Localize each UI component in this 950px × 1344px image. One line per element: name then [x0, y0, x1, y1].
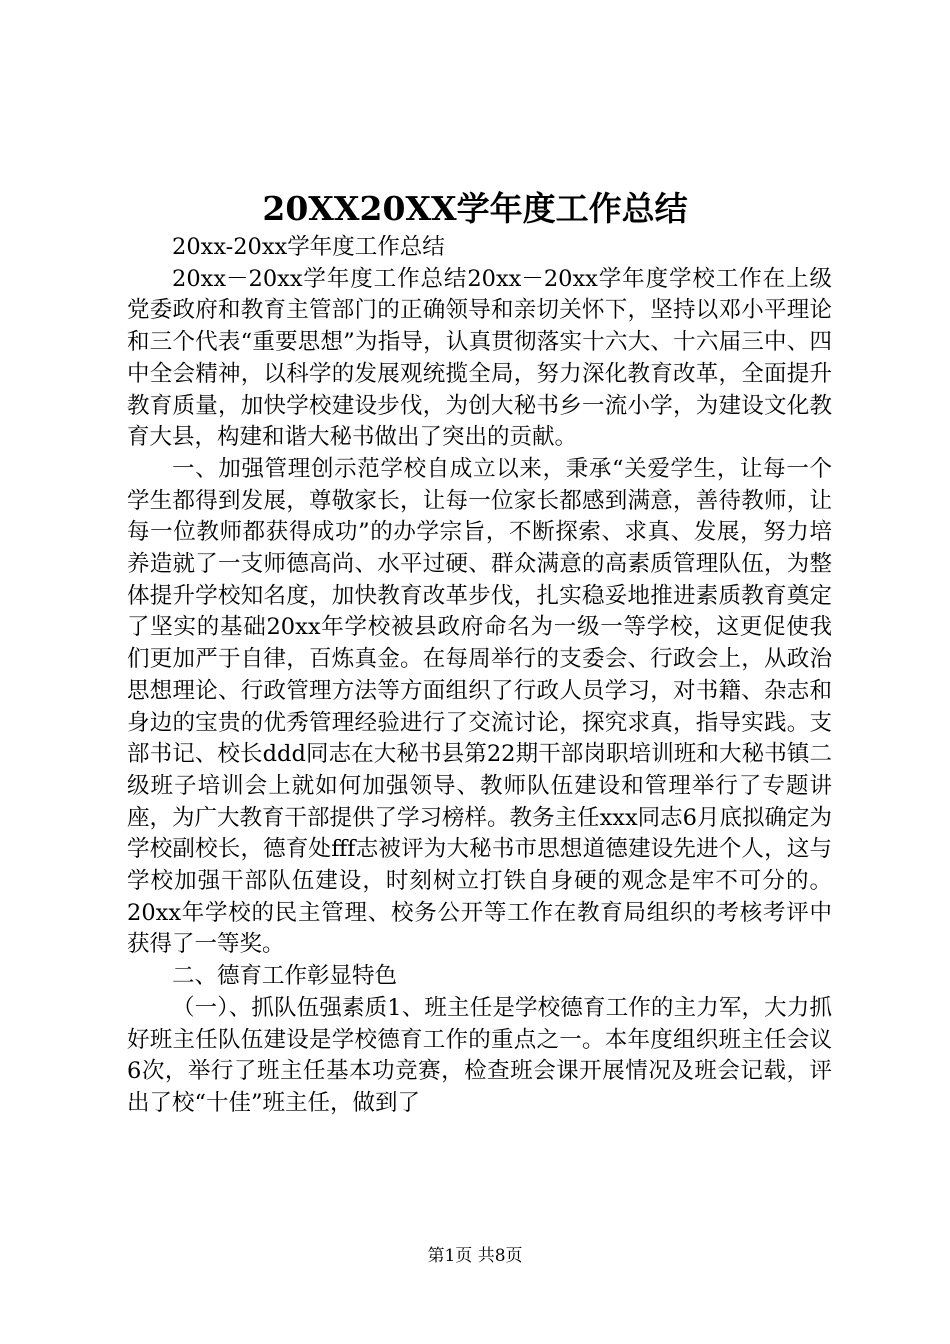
paragraph-section-1: 一、加强管理创示范学校自成立以来，秉承“关爱学生，让每一个学生都得到发展，尊敬家长，让每一位家长都感到满意，善待教师，让每一位教师都获得成功”的办学宗旨，不断探索、求真、发展，努力培养造就了一支师德高尚、水平过硬、群众满意的高素质管理队伍，为整体提升学校知名度，加快教育改革步伐，扎实稳妥地推进素质教育奠定了坚实的基础20xx年学校被县政府命名为一级一等学校，这更促使我们更加严于自律，百炼真金。在每周举行的支委会、行政会上，从政治思想理论、行政管理方法等方面组织了行政人员学习，对书籍、杂志和身边的宝贵的优秀管理经验进行了交流讨论，探究求真，指导实践。支部书记、校长ddd同志在大秘书县第22期干部岗职培训班和大秘书镇二级班子培训会上就如何加强领导、教师队伍建设和管理举行了专题讲座，为广大教育干部提供了学习榜样。教务主任xxx同志6月底拟确定为学校副校长，德育处fff志被评为大秘书市思想道德建设先进个人，这与学校加强干部队伍建设，时刻树立打铁自身硬的观念是牢不可分的。20xx年学校的民主管理、校务公开等工作在教育局组织的考核考评中获得了一等奖。 — [127, 455, 832, 958]
paragraph-section-2-heading: 二、德育工作彰显特色 — [172, 963, 398, 990]
page-number-footer: 第1页 共8页 — [427, 1246, 523, 1266]
paragraph-section-2-body: （一）、抓队伍强素质1、班主任是学校德育工作的主力军，大力抓好班主任队伍建设是学校德育工作的重点之一。本年度组织班主任会议6次，举行了班主任基本功竞赛，检查班会课开展情况及班会记载，评出了校“十佳”班主任，做到了 — [127, 994, 832, 1116]
document-body — [127, 232, 832, 1120]
paragraph-intro: 20xx－20xx学年度工作总结20xx－20xx学年度学校工作在上级党委政府和教育主管部门的正确领导和亲切关怀下，坚持以邓小平理论和三个代表“重要思想”为指导，认真贯彻落实十六大、十六届三中、四中全会精神，以科学的发展观统揽全局，努力深化教育改革，全面提升教育质量，加快学校建设步伐，为创大秘书乡一流小学，为建设文化教育大县，构建和谐大秘书做出了突出的贡献。 — [127, 265, 832, 451]
document-title: 20XX20XX学年度工作总结 — [262, 189, 688, 228]
paragraph-subtitle: 20xx-20xx学年度工作总结 — [172, 234, 445, 260]
